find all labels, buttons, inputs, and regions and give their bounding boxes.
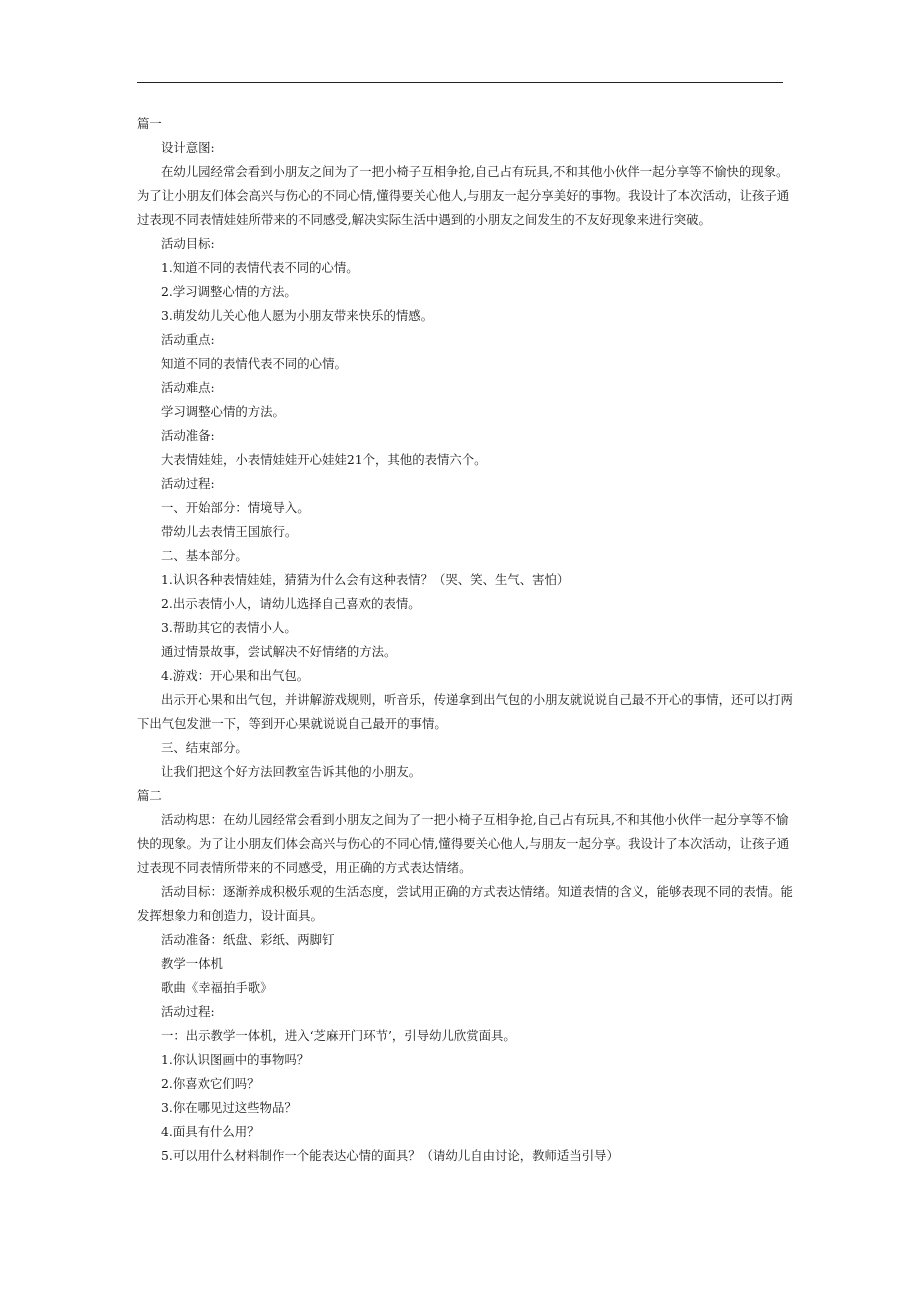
paragraph-activity-idea: 活动构思：在幼儿园经常会看到小朋友之间为了一把小椅子互相争抢,自己占有玩具,不和其他小伙伴一起分享等不愉快的现象。为了让小朋友们体会高兴与伤心的不同心情,懂得要关心他人,与朋友一起分享。我设计了本次活动，让孩子通过表现不同表情所带来的不同感受，用正确的方式表达情绪。: [137, 812, 790, 875]
preparation-song: 歌曲《幸福拍手歌》: [161, 980, 273, 995]
section-heading-2: 篇二: [137, 788, 162, 803]
process-step-3-detail: 让我们把这个好方法回教室告诉其他的小朋友。: [161, 764, 422, 779]
goal-item-1: 1.知道不同的表情代表不同的心情。: [161, 260, 359, 275]
process-step-1-detail: 带幼儿去表情王国旅行。: [161, 524, 298, 539]
section-heading-1: 篇一: [137, 116, 162, 131]
question-2: 2.你喜欢它们吗？: [161, 1076, 260, 1091]
heading-goals: 活动目标:: [161, 236, 215, 251]
process-step-2-4: 4.游戏：开心果和出气包。: [161, 668, 310, 683]
process-step-3: 三、结束部分。: [161, 740, 248, 755]
preparation-text: 大表情娃娃，小表情娃娃开心娃娃21个，其他的表情六个。: [161, 452, 487, 467]
question-1: 1.你认识图画中的事物吗？: [161, 1052, 310, 1067]
process-step-1: 一、开始部分：情境导入。: [161, 500, 310, 515]
process-step-2-2: 2.出示表情小人，请幼儿选择自己喜欢的表情。: [161, 596, 421, 611]
process-step-2-1: 1.认识各种表情娃娃，猜猜为什么会有这种表情？（哭、笑、生气、害怕）: [161, 572, 570, 587]
heading-preparation: 活动准备:: [161, 428, 215, 443]
paragraph-activity-goals: 活动目标：逐渐养成积极乐观的生活态度，尝试用正确的方式表达情绪。知道表情的含义，能够表现不同的表情。能发挥想象力和创造力，设计面具。: [137, 884, 793, 923]
goal-item-2: 2.学习调整心情的方法。: [161, 284, 297, 299]
heading-design-intent: 设计意图:: [161, 140, 215, 155]
heading-process-2: 活动过程:: [161, 1004, 215, 1019]
process-step-2: 二、基本部分。: [161, 548, 248, 563]
question-4: 4.面具有什么用？: [161, 1124, 260, 1139]
heading-process: 活动过程:: [161, 476, 215, 491]
heading-difficulty: 活动难点:: [161, 380, 215, 395]
heading-key-point: 活动重点:: [161, 332, 215, 347]
paragraph-design-intent: 在幼儿园经常会看到小朋友之间为了一把小椅子互相争抢,自己占有玩具,不和其他小伙伴一起分享等不愉快的现象。为了让小朋友们体会高兴与伤心的不同心情,懂得要关心他人,与朋友一起分享美好的事物。我设计了本次活动，让孩子通过表现不同表情娃娃所带来的不同感受,解决实际生活中遇到的小朋友之间发生的不友好现象来进行突破。: [137, 164, 790, 227]
goal-item-3: 3.萌发幼儿关心他人愿为小朋友带来快乐的情感。: [161, 308, 434, 323]
document-body: [137, 112, 797, 1168]
process2-step-1: 一：出示教学一体机，进入‘芝麻开门环节’，引导幼儿欣赏面具。: [161, 1028, 516, 1043]
preparation-device: 教学一体机: [161, 956, 223, 971]
process-step-2-3: 3.帮助其它的表情小人。: [161, 620, 297, 635]
question-5: 5.可以用什么材料制作一个能表达心情的面具？（请幼儿自由讨论，教师适当引导）: [161, 1148, 619, 1163]
question-3: 3.你在哪见过这些物品？: [161, 1100, 297, 1115]
difficulty-text: 学习调整心情的方法。: [161, 404, 285, 419]
header-rule: [137, 82, 783, 83]
key-point-text: 知道不同的表情代表不同的心情。: [161, 356, 347, 371]
preparation-materials: 活动准备：纸盘、彩纸、两脚钉: [161, 932, 335, 947]
process-step-2-4-detail: 出示开心果和出气包，并讲解游戏规则，听音乐，传递拿到出气包的小朋友就说说自己最不开心的事情，还可以打两下出气包发泄一下，等到开心果就说说自己最开的事情。: [137, 692, 793, 731]
process-step-2-3-detail: 通过情景故事，尝试解决不好情绪的方法。: [161, 644, 397, 659]
